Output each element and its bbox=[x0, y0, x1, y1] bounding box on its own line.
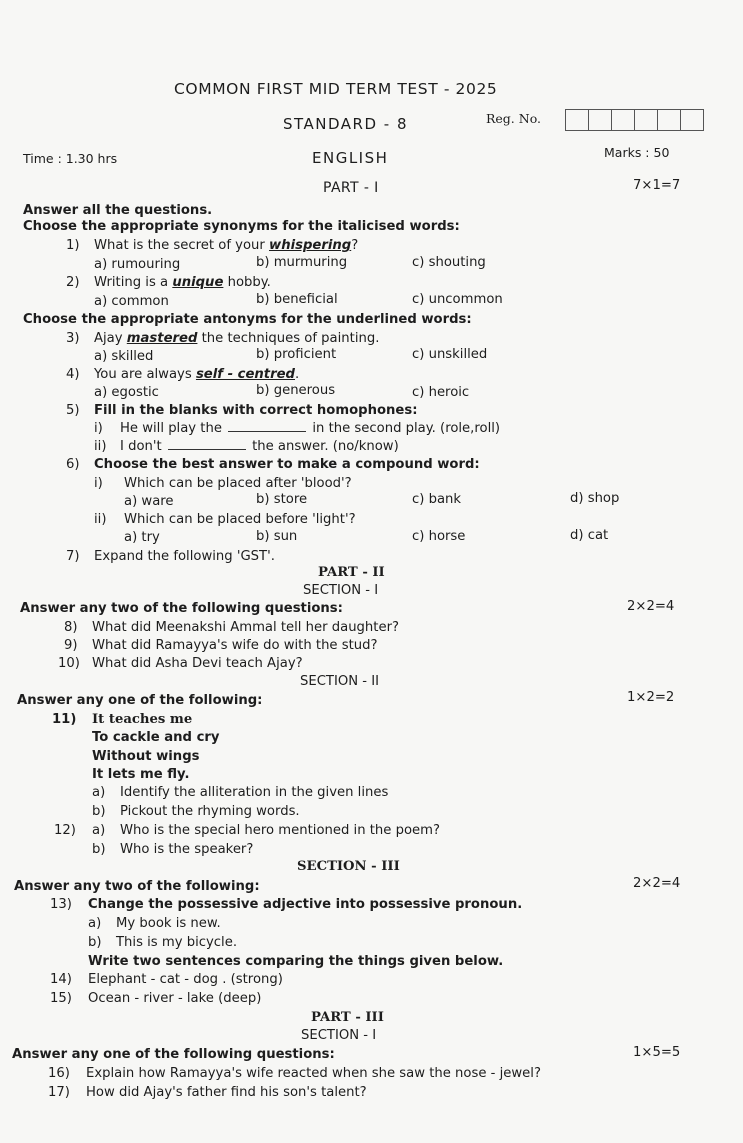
question-number: 5) bbox=[66, 403, 80, 418]
subject-label: ENGLISH bbox=[312, 149, 389, 167]
question-number: 4) bbox=[66, 367, 80, 382]
italicised-word: unique bbox=[172, 275, 224, 290]
section-score: 1×2=2 bbox=[627, 690, 675, 705]
question-text: How did Ajay's father find his son's talent? bbox=[86, 1085, 367, 1100]
option: c) bank bbox=[412, 492, 462, 507]
instruction: Answer any two of the following questions: bbox=[20, 601, 343, 616]
question-text bbox=[94, 368, 299, 381]
option: a) common bbox=[94, 294, 169, 309]
section-score: 2×2=4 bbox=[633, 876, 681, 891]
question-text: Elephant - cat - dog . (strong) bbox=[88, 972, 283, 987]
section-heading: Write two sentences comparing the things given below. bbox=[88, 954, 504, 969]
sub-question-number: a) bbox=[92, 785, 106, 800]
section-score: 1×5=5 bbox=[633, 1045, 681, 1060]
section-heading: Choose the appropriate synonyms for the italicised words: bbox=[23, 219, 460, 234]
reg-no-label: Reg. No. bbox=[486, 111, 541, 126]
standard-label: STANDARD - 8 bbox=[283, 115, 409, 133]
section-title: SECTION - I bbox=[303, 583, 379, 598]
sub-question-number: ii) bbox=[94, 439, 107, 454]
part-title: PART - III bbox=[311, 1010, 384, 1025]
question-number: 11) bbox=[52, 712, 77, 727]
instruction: Answer any one of the following: bbox=[17, 693, 263, 708]
italicised-word: whispering bbox=[269, 238, 352, 253]
part-title: PART - I bbox=[323, 180, 379, 196]
option: b) sun bbox=[256, 529, 298, 544]
sub-question-pre: He will play the bbox=[120, 421, 222, 436]
reg-no-box bbox=[588, 109, 611, 131]
option: b) store bbox=[256, 492, 308, 507]
sub-question-number: b) bbox=[92, 804, 106, 819]
question-text-post: the techniques of painting. bbox=[201, 331, 380, 346]
question-number: 9) bbox=[64, 638, 78, 653]
sub-question-number: i) bbox=[94, 476, 103, 491]
option: d) cat bbox=[570, 528, 609, 543]
instruction: Answer all the questions. bbox=[23, 203, 213, 218]
reg-no-box bbox=[565, 109, 588, 131]
question-text-post: . bbox=[295, 367, 300, 382]
poem-line: It lets me fly. bbox=[92, 767, 190, 782]
reg-no-boxes bbox=[565, 109, 704, 131]
option: c) uncommon bbox=[412, 292, 503, 307]
option: a) rumouring bbox=[94, 257, 181, 272]
question-text: What did Meenakshi Ammal tell her daughter? bbox=[92, 620, 399, 635]
question-number: 16) bbox=[48, 1066, 70, 1081]
option: b) murmuring bbox=[256, 255, 348, 270]
poem-line: It teaches me bbox=[92, 712, 193, 727]
underlined-word: mastered bbox=[126, 331, 198, 346]
question-number: 8) bbox=[64, 620, 78, 635]
question-text-post: hobby. bbox=[227, 275, 271, 290]
reg-no-box bbox=[634, 109, 657, 131]
option: a) skilled bbox=[94, 349, 154, 364]
question-number: 10) bbox=[58, 656, 80, 671]
reg-no-box bbox=[680, 109, 704, 131]
question-number: 14) bbox=[50, 972, 72, 987]
sub-question-number: b) bbox=[92, 842, 106, 857]
question-text-pre: You are always bbox=[94, 367, 192, 382]
blank-line bbox=[168, 449, 246, 450]
sub-question-text: Identify the alliteration in the given lines bbox=[120, 785, 389, 800]
question-text bbox=[94, 276, 271, 289]
sub-question-post: the answer. (no/know) bbox=[252, 439, 399, 454]
sub-question-text: My book is new. bbox=[116, 916, 221, 931]
sub-question-pre: I don't bbox=[120, 439, 162, 454]
question-text: Ocean - river - lake (deep) bbox=[88, 991, 262, 1006]
sub-question-number: ii) bbox=[94, 512, 107, 527]
section-title: SECTION - II bbox=[300, 674, 380, 689]
section-title: SECTION - III bbox=[297, 859, 400, 874]
sub-question-number: b) bbox=[88, 935, 102, 950]
question-text-post: ? bbox=[351, 238, 359, 253]
option: b) generous bbox=[256, 383, 336, 398]
question-text: Change the possessive adjective into possessive pronoun. bbox=[88, 897, 523, 912]
time-label: Time : 1.30 hrs bbox=[23, 151, 118, 166]
sub-question-text: Pickout the rhyming words. bbox=[120, 804, 300, 819]
sub-question-number: i) bbox=[94, 421, 103, 436]
section-heading: Choose the appropriate antonyms for the underlined words: bbox=[23, 312, 472, 327]
option: d) shop bbox=[570, 491, 620, 506]
section-score: 2×2=4 bbox=[627, 599, 675, 614]
question-text: Explain how Ramayya's wife reacted when she saw the nose - jewel? bbox=[86, 1066, 541, 1081]
question-text bbox=[94, 239, 358, 252]
blank-line bbox=[228, 431, 306, 432]
question-text: Expand the following 'GST'. bbox=[94, 549, 275, 564]
option: a) egostic bbox=[94, 385, 159, 400]
exam-title: COMMON FIRST MID TERM TEST - 2025 bbox=[174, 80, 498, 98]
option: b) beneficial bbox=[256, 292, 338, 307]
underlined-word: self - centred bbox=[195, 367, 295, 382]
question-number: 15) bbox=[50, 991, 72, 1006]
question-text: What did Ramayya's wife do with the stud? bbox=[92, 638, 378, 653]
question-number: 1) bbox=[66, 238, 80, 253]
option: c) shouting bbox=[412, 255, 486, 270]
question-number: 3) bbox=[66, 331, 80, 346]
question-text-pre: What is the secret of your bbox=[94, 238, 265, 253]
sub-question-post: in the second play. (role,roll) bbox=[312, 421, 501, 436]
sub-question-text: Who is the special hero mentioned in the poem? bbox=[120, 823, 440, 838]
question-text: What did Asha Devi teach Ajay? bbox=[92, 656, 303, 671]
section-title: SECTION - I bbox=[301, 1028, 377, 1043]
question-number: 17) bbox=[48, 1085, 70, 1100]
poem-line: Without wings bbox=[92, 749, 200, 764]
question-heading: Fill in the blanks with correct homophones: bbox=[94, 403, 418, 418]
question-text-pre: Ajay bbox=[94, 331, 123, 346]
sub-question-text bbox=[120, 440, 399, 453]
instruction: Answer any two of the following: bbox=[14, 879, 260, 894]
question-number: 13) bbox=[50, 897, 72, 912]
question-number: 12) bbox=[54, 823, 76, 838]
sub-question-text: Which can be placed before 'light'? bbox=[124, 512, 356, 527]
part-score: 7×1=7 bbox=[633, 178, 681, 193]
question-text-pre: Writing is a bbox=[94, 275, 169, 290]
marks-label: Marks : 50 bbox=[604, 145, 670, 160]
question-number: 2) bbox=[66, 275, 80, 290]
option: c) horse bbox=[412, 529, 466, 544]
option: a) try bbox=[124, 530, 160, 545]
poem-line: To cackle and cry bbox=[92, 730, 220, 745]
question-heading: Choose the best answer to make a compound word: bbox=[94, 457, 480, 472]
reg-no-box bbox=[611, 109, 634, 131]
instruction: Answer any one of the following questions: bbox=[12, 1047, 335, 1062]
sub-question-number: a) bbox=[88, 916, 102, 931]
sub-question-text: This is my bicycle. bbox=[116, 935, 238, 950]
sub-question-text: Who is the speaker? bbox=[120, 842, 254, 857]
option: b) proficient bbox=[256, 347, 337, 362]
sub-question-number: a) bbox=[92, 823, 106, 838]
question-number: 7) bbox=[66, 549, 80, 564]
question-text bbox=[94, 332, 379, 345]
option: c) unskilled bbox=[412, 347, 488, 362]
sub-question-text bbox=[120, 422, 500, 435]
part-title: PART - II bbox=[318, 565, 385, 580]
sub-question-text: Which can be placed after 'blood'? bbox=[124, 476, 352, 491]
option: c) heroic bbox=[412, 385, 470, 400]
question-number: 6) bbox=[66, 457, 80, 472]
option: a) ware bbox=[124, 494, 174, 509]
reg-no-box bbox=[657, 109, 680, 131]
